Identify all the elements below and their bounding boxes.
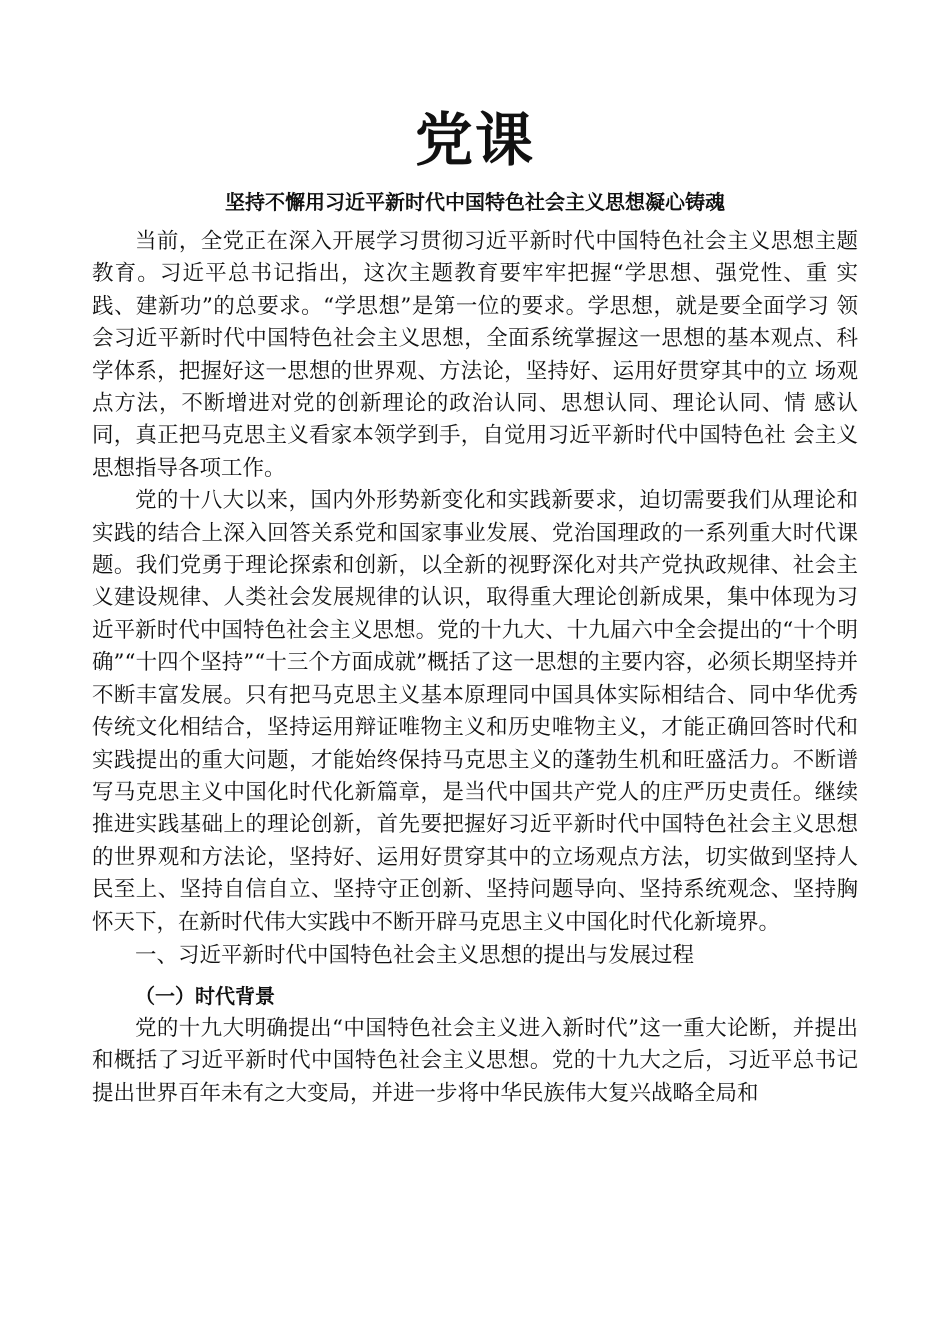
section-heading: 一、习近平新时代中国特色社会主义思想的提出与发展过程 [135,942,695,968]
page-title: 党课 [414,106,535,174]
page-subtitle: 坚持不懈用习近平新时代中国特色社会主义思想凝心铸魂 [225,190,725,214]
document-body [92,226,858,1110]
paragraph-since-18th-congress: 党的十八大以来，国内外形势新变化和实践新要求，迫切需要我们从理论和实践的结合上深入回答关系党和国家事业发展、党治国理政的一系列重大时代课题。我们党勇于理论探索和创新，以全新的视野深化对共产党执政规律、社会主义建设规律、人类社会发展规律的认识，取得重大理论创新成果，集中体现为习近平新时代中国特色社会主义思想。党的十九大、十九届六中全会提出的“十个明确”“十四个坚持”“十三个方面成就”概括了这一思想的主要内容，必须长期坚持并不断丰富发展。只有把马克思主义基本原理同中国具体实际相结合、同中华优秀传统文化相结合，坚持运用辩证唯物主义和历史唯物主义，才能正确回答时代和实践提出的重大问题，才能始终保持马克思主义的蓬勃生机和旺盛活力。不断谱写马克思主义中国化时代化新篇章，是当代中国共产党人的庄严历史责任。继续推进实践基础上的理论创新，首先要把握好习近平新时代中国特色社会主义思想的世界观和方法论，坚持好、运用好贯穿其中的立场观点方法，切实做到坚持人民至上、坚持自信自立、坚持守正创新、坚持问题导向、坚持系统观念、坚持胸怀天下，在新时代伟大实践中不断开辟马克思主义中国化时代化新境界。 [92,488,858,935]
subsection-heading: （一）时代背景 [135,983,275,1008]
paragraph-intro: 当前，全党正在深入开展学习贯彻习近平新时代中国特色社会主义思想主题教育。习近平总书记指出，这次主题教育要牢牢把握“学思想、强党性、重 实践、建新功”的总要求。“学思想”是第一位的要求。学思想，就是要全面学习 领会习近平新时代中国特色社会主义思想，全面系统掌握这一思想的基本观点、科学体系，把握好这一思想的世界观、方法论，坚持好、运用好贯穿其中的立 场观点方法，不断增进对党的创新理论的政治认同、思想认同、理论认同、情 感认同，真正把马克思主义看家本领学到手，自觉用习近平新时代中国特色社 会主义思想指导各项工作。 [92,229,858,481]
paragraph-era-background: 党的十九大明确提出“中国特色社会主义进入新时代”这一重大论断，并提出和概括了习近平新时代中国特色社会主义思想。党的十九大之后，习近平总书记提出世界百年未有之大变局，并进一步将中华民族伟大复兴战略全局和 [92,1015,858,1106]
